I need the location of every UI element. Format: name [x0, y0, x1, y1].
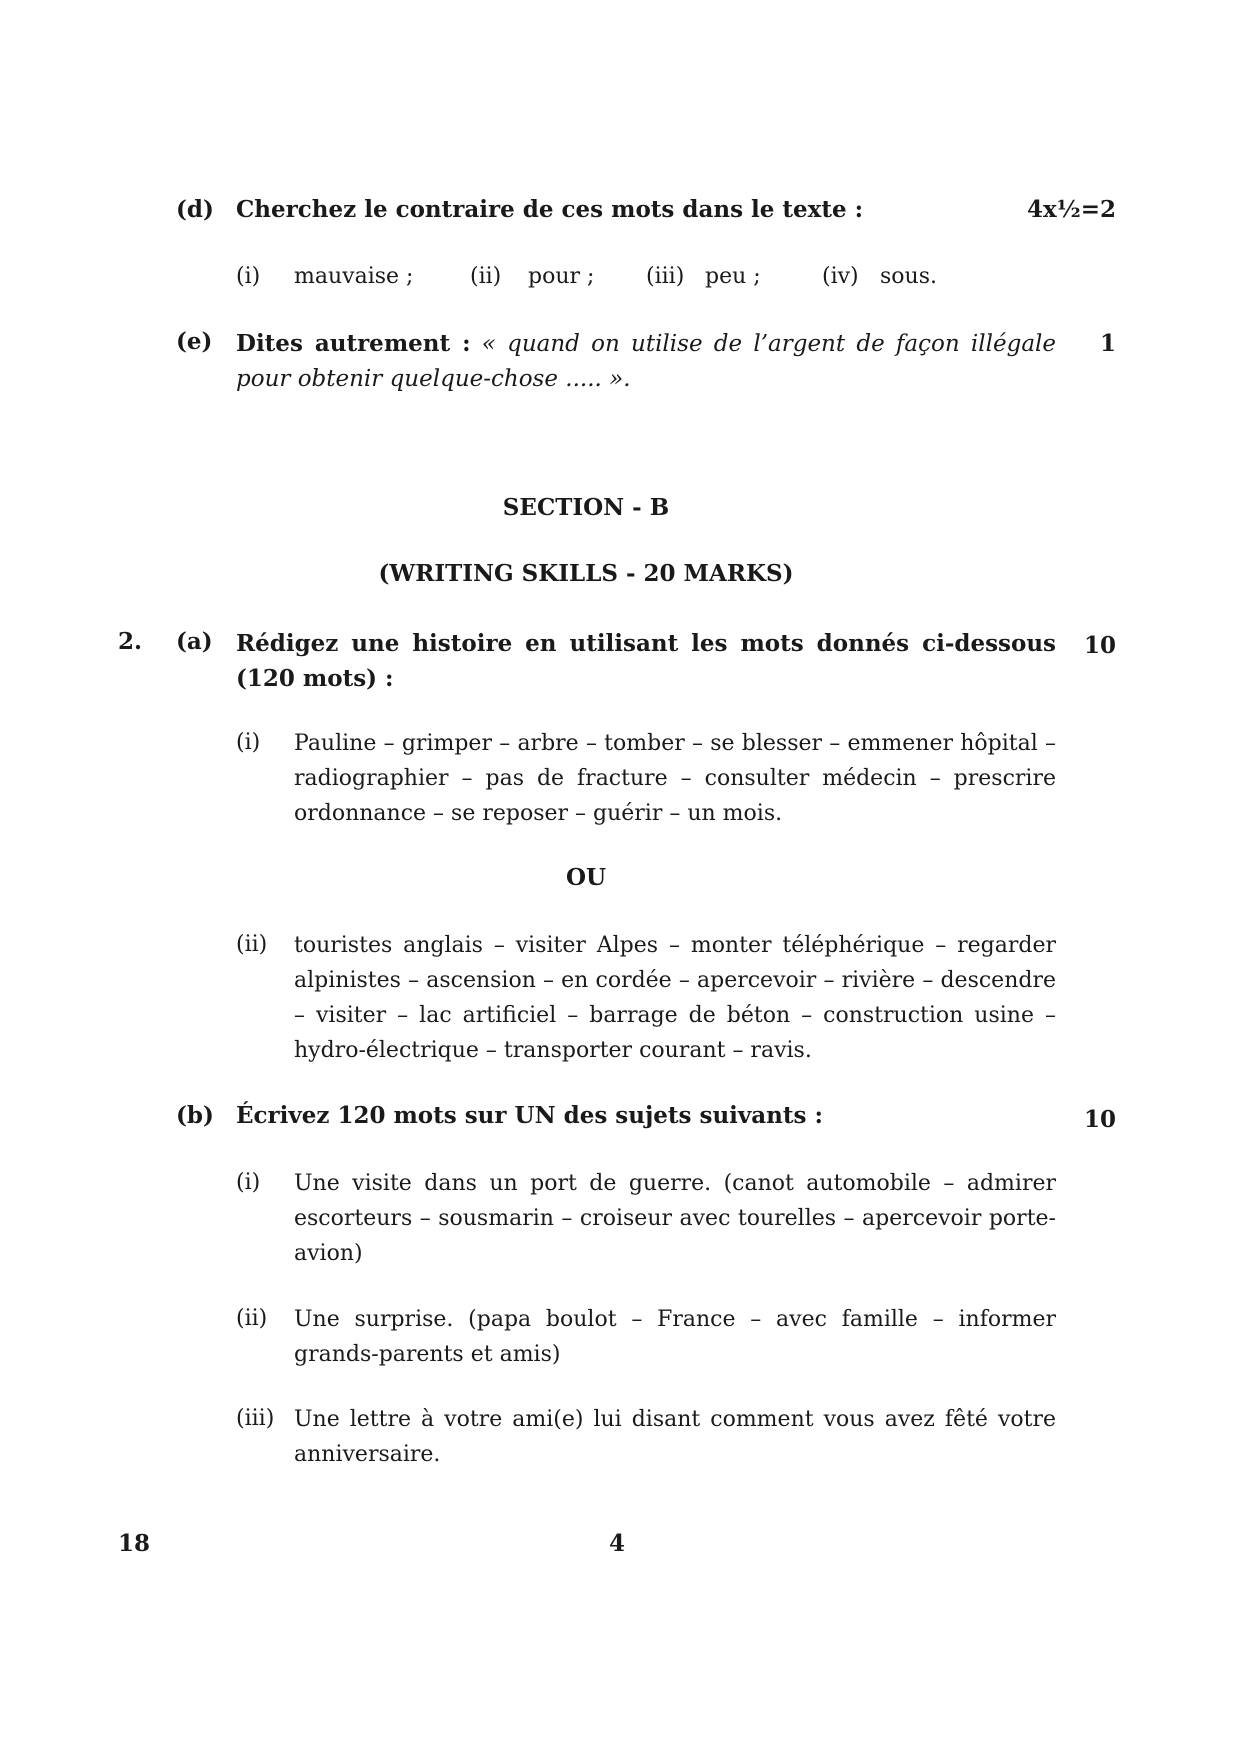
- question-d-label: (d): [176, 196, 214, 223]
- paper-code: 18: [118, 1530, 151, 1557]
- question-e-text: [236, 326, 1056, 397]
- question-e-quote: « quand on utilise de l’argent de façon illégale pour obtenir quelque-chose ..... ».: [236, 331, 1056, 392]
- question-2b-label: (b): [176, 1102, 214, 1129]
- question-d-marks: 4x½=2: [1027, 196, 1116, 223]
- option-d-iv-num: (iv): [822, 264, 859, 289]
- option-2a-i-num: (i): [236, 730, 261, 755]
- option-2b-i-num: (i): [236, 1170, 261, 1195]
- or-separator: OU: [565, 864, 607, 891]
- question-d-text: Cherchez le contraire de ces mots dans le texte :: [236, 196, 864, 223]
- option-2b-iii-num: (iii): [236, 1406, 275, 1431]
- option-d-iv-text: sous.: [880, 264, 937, 289]
- option-2b-iii-text: Une lettre à votre ami(e) lui disant comment vous avez fêté votre anniversaire.: [294, 1407, 1056, 1467]
- section-title: SECTION - B: [502, 494, 670, 521]
- question-e-label: (e): [176, 328, 213, 355]
- question-2b-marks: 10: [1083, 1106, 1116, 1133]
- option-2a-ii-num: (ii): [236, 932, 268, 957]
- option-2b-i-text: Une visite dans un port de guerre. (canot automobile – admirer escorteurs – sousmarin – croiseur avec tourelles – apercevoir porte-avion): [294, 1171, 1056, 1266]
- question-2a-label: (a): [176, 628, 213, 655]
- option-2b-ii-num: (ii): [236, 1306, 268, 1331]
- option-2b-ii-text: Une surprise. (papa boulot – France – avec famille – informer grands-parents et amis): [294, 1307, 1056, 1367]
- option-d-iii-text: peu ;: [705, 264, 761, 289]
- option-2a-i-text: Pauline – grimper – arbre – tomber – se blesser – emmener hôpital – radiographier – pas de fracture – consulter médecin – prescrire ordonnance – se reposer – guérir – un mois.: [294, 731, 1056, 826]
- option-2a-ii-text: touristes anglais – visiter Alpes – monter téléphérique – regarder alpinistes – ascension – en cordée – apercevoir – rivière – descendre – visiter – lac artificiel – barrage de béton – construction usine – hydro-électrique – transporter courant – ravis.: [294, 933, 1056, 1063]
- question-2a-text: Rédigez une histoire en utilisant les mots donnés ci-dessous (120 mots) :: [236, 630, 1056, 692]
- option-d-iii-num: (iii): [646, 264, 685, 289]
- option-d-ii-num: (ii): [470, 264, 502, 289]
- question-e-marks: 1: [1099, 330, 1116, 357]
- question-2a-marks: 10: [1083, 632, 1116, 659]
- page-number: 4: [608, 1530, 625, 1557]
- section-subtitle: (WRITING SKILLS - 20 MARKS): [378, 560, 794, 587]
- option-d-ii-text: pour ;: [528, 264, 595, 289]
- option-d-i-num: (i): [236, 264, 261, 289]
- question-2-number: 2.: [118, 628, 143, 655]
- question-2b-text: Écrivez 120 mots sur UN des sujets suivants :: [236, 1102, 823, 1129]
- question-e-lead: Dites autrement :: [236, 330, 471, 357]
- option-d-i-text: mauvaise ;: [294, 264, 414, 289]
